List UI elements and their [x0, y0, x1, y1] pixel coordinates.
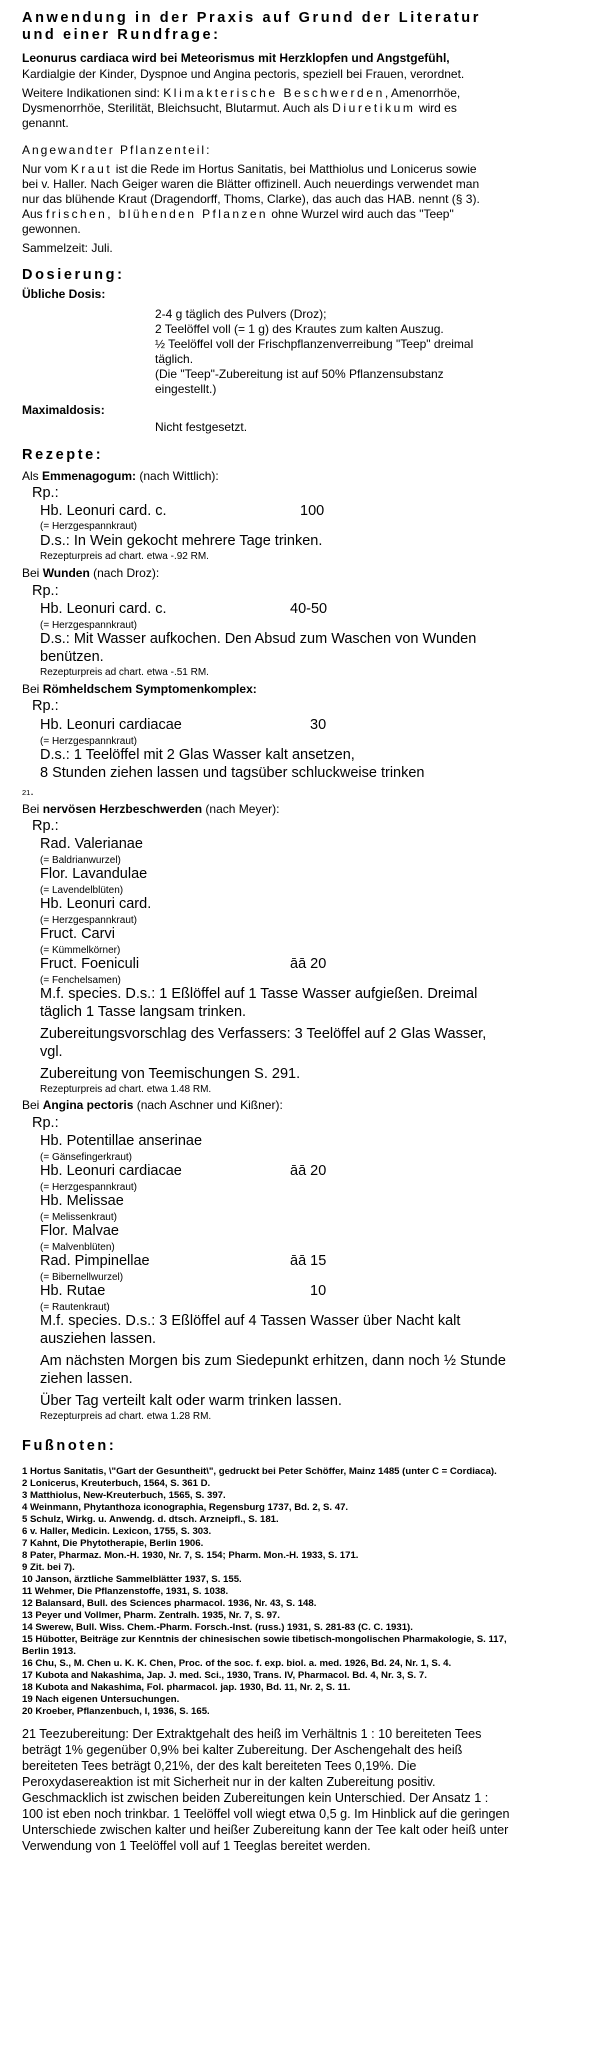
- footnote-item: 14 Swerew, Bull. Wiss. Chem.-Pharm. Forsch.-Inst. (russ.) 1931, S. 281-83 (C. C. 1931).: [22, 1622, 413, 1633]
- usual-dose-line: eingestellt.): [155, 382, 217, 396]
- footnote-item: 10 Janson, ärztliche Sammelblätter 1937, S. 155.: [22, 1574, 242, 1585]
- intro-bold-line: Leonurus cardiaca wird bei Meteorismus mit Herzklopfen und Angstgefühl,: [22, 51, 450, 65]
- recipe-indication: Bei Wunden (nach Droz):: [22, 566, 160, 580]
- footnote-reference-21[interactable]: 21.: [22, 784, 34, 798]
- footnote-item: 12 Balansard, Bull. des Sciences pharmacol. 1936, Nr. 43, S. 148.: [22, 1598, 317, 1609]
- recipe-ingredient: Flor. Lavandulae: [40, 866, 148, 882]
- recipe-ingredient: Hb. Potentillae anserinae: [40, 1133, 203, 1149]
- usual-dose-line: 2 Teelöffel voll (= 1 g) des Krautes zum kalten Auszug.: [155, 322, 444, 336]
- recipe-indication: Bei nervösen Herzbeschwerden (nach Meyer):: [22, 802, 280, 816]
- usual-dose-line: (Die "Teep"-Zubereitung ist auf 50% Pflanzensubstanz: [155, 367, 444, 381]
- recipe-ingredient: Hb. Melissae: [40, 1193, 124, 1209]
- recipe-indication: Bei Angina pectoris (nach Aschner und Kißner):: [22, 1098, 283, 1112]
- recipe-indication: Bei Römheldschem Symptomenkomplex:: [22, 682, 257, 696]
- recipe-ingredient: Fruct. Foeniculi: [40, 956, 140, 972]
- usual-dose-label: Übliche Dosis:: [22, 287, 106, 301]
- recipe-amount: 10: [310, 1283, 327, 1299]
- recipe-amount: āā 20: [290, 1163, 327, 1179]
- footnote-item: 20 Kroeber, Pflanzenbuch, I, 1936, S. 165.: [22, 1706, 210, 1717]
- ingredient-note: (= Herzgespannkraut): [40, 736, 137, 747]
- recipe-directions: M.f. species. D.s.: 3 Eßlöffel auf 4 Tassen Wasser über Nacht kalt: [40, 1313, 461, 1329]
- ingredient-note: (= Lavendelblüten): [40, 885, 124, 896]
- footnote-21-line: 100 ist eben noch trinkbar. 1 Teelöffel voll wiegt etwa 0,5 g. Im Hinblick auf die geringen: [22, 1807, 510, 1821]
- recipe-price: Rezepturpreis ad chart. etwa 1.48 RM.: [40, 1084, 212, 1095]
- recipe-ingredient: Hb. Leonuri card. c.: [40, 503, 167, 519]
- plant-part-line-4: Aus frischen, blühenden Pflanzen ohne Wurzel wird auch das "Teep": [22, 207, 454, 221]
- footnote-item: 2 Lonicerus, Kreuterbuch, 1564, S. 361 D.: [22, 1478, 211, 1489]
- recipe-directions: D.s.: Mit Wasser aufkochen. Den Absud zum Waschen von Wunden: [40, 631, 477, 647]
- recipe-directions: täglich 1 Tasse langsam trinken.: [40, 1004, 247, 1020]
- recipe-directions: Über Tag verteilt kalt oder warm trinken lassen.: [40, 1393, 342, 1409]
- recipe-directions: benützen.: [40, 649, 104, 665]
- ingredient-note: (= Herzgespannkraut): [40, 915, 137, 926]
- recipe-amount: āā 20: [290, 956, 327, 972]
- recipe-indication: Als Emmenagogum: (nach Wittlich):: [22, 469, 219, 483]
- recipe-directions: ausziehen lassen.: [40, 1331, 157, 1347]
- recipe-ingredient: Hb. Leonuri card.: [40, 896, 152, 912]
- footnote-21-line: bereiteten Tees beträgt 0,21%, der des kalt bereiteten Tees 0,19%. Die: [22, 1759, 417, 1773]
- max-dose-value: Nicht festgesetzt.: [155, 420, 248, 434]
- rp-label: Rp.:: [32, 485, 59, 501]
- plant-part-line-1: Nur vom Kraut ist die Rede im Hortus Sanitatis, bei Matthiolus und Lonicerus sowie: [22, 162, 477, 176]
- ingredient-note: (= Rautenkraut): [40, 1302, 110, 1313]
- footnote-item: 16 Chu, S., M. Chen u. K. K. Chen, Proc. of the soc. f. exp. biol. a. med. 1926, Bd. 24, Nr. 1, S. 4.: [22, 1658, 452, 1669]
- ingredient-note: (= Herzgespannkraut): [40, 1182, 137, 1193]
- footnote-item: 19 Nach eigenen Untersuchungen.: [22, 1694, 180, 1705]
- recipe-price: Rezepturpreis ad chart. etwa -.51 RM.: [40, 667, 209, 678]
- rp-label: Rp.:: [32, 818, 59, 834]
- recipe-ingredient: Hb. Leonuri cardiacae: [40, 1163, 182, 1179]
- footnote-item: 18 Kubota and Nakashima, Fol. pharmacol. jap. 1930, Bd. 11, Nr. 2, S. 11.: [22, 1682, 351, 1693]
- recipe-directions: D.s.: 1 Teelöffel mit 2 Glas Wasser kalt ansetzen,: [40, 747, 355, 763]
- footnote-item: 4 Weinmann, Phytanthoza iconographia, Regensburg 1737, Bd. 2, S. 47.: [22, 1502, 349, 1513]
- recipes-heading: Rezepte:: [22, 447, 104, 463]
- footnote-item: 15 Hübotter, Beiträge zur Kenntnis der chinesischen sowie tibetisch-mongolischen Pharmakologie, S. 117,: [22, 1634, 507, 1645]
- recipe-directions: 8 Stunden ziehen lassen und tagsüber schluckweise trinken: [40, 765, 425, 781]
- recipe-directions: D.s.: In Wein gekocht mehrere Tage trinken.: [40, 533, 323, 549]
- recipe-ingredient: Fruct. Carvi: [40, 926, 115, 942]
- recipe-price: Rezepturpreis ad chart. etwa 1.28 RM.: [40, 1411, 212, 1422]
- recipe-suggestion: Zubereitungsvorschlag des Verfassers: 3 Teelöffel auf 2 Glas Wasser,: [40, 1026, 487, 1042]
- ingredient-note: (= Fenchelsamen): [40, 975, 121, 986]
- plant-part-line-5: gewonnen.: [22, 222, 81, 236]
- indications-line-2: Dysmenorrhöe, Sterilität, Bleichsucht, Blutarmut. Auch als Diuretikum wird es: [22, 101, 457, 115]
- recipe-amount: 30: [310, 717, 327, 733]
- recipe-ingredient: Flor. Malvae: [40, 1223, 119, 1239]
- page-title-line-2: und einer Rundfrage:: [22, 27, 221, 43]
- ingredient-note: (= Malvenblüten): [40, 1242, 115, 1253]
- recipe-ingredient: Rad. Valerianae: [40, 836, 143, 852]
- ingredient-note: (= Herzgespannkraut): [40, 521, 137, 532]
- recipe-amount: 100: [300, 503, 325, 519]
- footnote-item: 7 Kahnt, Die Phytotherapie, Berlin 1906.: [22, 1538, 204, 1549]
- footnote-21-line: Peroxydasereaktion ist mit Sicherheit nur in der kalten Zubereitung positiv.: [22, 1775, 436, 1789]
- footnote-item: Berlin 1913.: [22, 1646, 76, 1657]
- recipe-ingredient: Hb. Rutae: [40, 1283, 106, 1299]
- plant-part-line-3: nur das blühende Kraut (Dragendorff, Thoms, Clarke), das auch das HAB. nennt (§ 3).: [22, 192, 480, 206]
- recipe-amount: āā 15: [290, 1253, 327, 1269]
- recipe-price: Rezepturpreis ad chart. etwa -.92 RM.: [40, 551, 209, 562]
- plant-part-line-2: bei v. Haller. Nach Geiger waren die Blätter offizinell. Auch neuerdings verwendet man: [22, 177, 480, 191]
- usual-dose-line: täglich.: [155, 352, 194, 366]
- footnote-item: 17 Kubota and Nakashima, Jap. J. med. Sci., 1930, Trans. IV, Pharmacol. Bd. 4, Nr. 3, S. 7.: [22, 1670, 427, 1681]
- ingredient-note: (= Kümmelkörner): [40, 945, 121, 956]
- recipe-ingredient: Hb. Leonuri card. c.: [40, 601, 167, 617]
- footnote-item: 8 Pater, Pharmaz. Mon.-H. 1930, Nr. 7, S. 154; Pharm. Mon.-H. 1933, S. 171.: [22, 1550, 359, 1561]
- recipe-directions: ziehen lassen.: [40, 1371, 133, 1387]
- rp-label: Rp.:: [32, 1115, 59, 1131]
- ingredient-note: (= Herzgespannkraut): [40, 620, 137, 631]
- footnote-item: 5 Schulz, Wirkg. u. Anwendg. d. dtsch. Arzneipfl., S. 181.: [22, 1514, 279, 1525]
- recipe-directions: Am nächsten Morgen bis zum Siedepunkt erhitzen, dann noch ½ Stunde: [40, 1353, 506, 1369]
- recipe-amount: 40-50: [290, 601, 328, 617]
- usual-dose-line: 2-4 g täglich des Pulvers (Droz);: [155, 307, 327, 321]
- footnote-21-line: Geschmacklich ist zwischen beiden Zubereitungen kein Unterschied. Der Ansatz 1 :: [22, 1791, 489, 1805]
- plant-part-heading: Angewandter Pflanzenteil:: [22, 143, 212, 157]
- footnote-21-line: beträgt 1% gegenüber 0,9% bei kalter Zubereitung. Der Aschengehalt des heiß: [22, 1743, 463, 1757]
- recipe-suggestion: vgl.: [40, 1044, 63, 1060]
- footnotes-heading: Fußnoten:: [22, 1438, 117, 1454]
- intro-line-2: Kardialgie der Kinder, Dyspnoe und Angina pectoris, speziell bei Frauen, verordnet.: [22, 67, 465, 81]
- footnote-item: 13 Peyer und Vollmer, Pharm. Zentralh. 1935, Nr. 7, S. 97.: [22, 1610, 280, 1621]
- recipe-suggestion: Zubereitung von Teemischungen S. 291.: [40, 1066, 301, 1082]
- ingredient-note: (= Bibernellwurzel): [40, 1272, 124, 1283]
- recipe-directions: M.f. species. D.s.: 1 Eßlöffel auf 1 Tasse Wasser aufgießen. Dreimal: [40, 986, 478, 1002]
- footnote-item: 1 Hortus Sanitatis, \"Gart der Gesuntheit\", gedruckt bei Peter Schöffer, Mainz 1485 (unter C = Cordiaca).: [22, 1466, 497, 1477]
- footnote-21-line: 21 Teezubereitung: Der Extraktgehalt des heiß im Verhältnis 1 : 10 bereiteten Tees: [22, 1727, 482, 1741]
- footnote-item: 9 Zit. bei 7).: [22, 1562, 75, 1573]
- footnote-21-line: Unterschiede zwischen kalter und heißer Zubereitung kann der Tee kalt oder heiß unter: [22, 1823, 509, 1837]
- dosage-heading: Dosierung:: [22, 267, 125, 283]
- ingredient-note: (= Baldrianwurzel): [40, 855, 121, 866]
- recipe-ingredient: Hb. Leonuri cardiacae: [40, 717, 182, 733]
- rp-label: Rp.:: [32, 698, 59, 714]
- page-title-line-1: Anwendung in der Praxis auf Grund der Literatur: [22, 10, 481, 26]
- max-dose-label: Maximaldosis:: [22, 403, 105, 417]
- recipe-ingredient: Rad. Pimpinellae: [40, 1253, 150, 1269]
- ingredient-note: (= Melissenkraut): [40, 1212, 117, 1223]
- ingredient-note: (= Gänsefingerkraut): [40, 1152, 132, 1163]
- footnote-21-line: Verwendung von 1 Teelöffel voll auf 1 Teeglas bereitet werden.: [22, 1839, 371, 1853]
- indications-line-3: genannt.: [22, 116, 69, 130]
- footnote-item: 3 Matthiolus, New-Kreuterbuch, 1565, S. 397.: [22, 1490, 226, 1501]
- collection-time: Sammelzeit: Juli.: [22, 241, 113, 255]
- footnote-item: 6 v. Haller, Medicin. Lexicon, 1755, S. 303.: [22, 1526, 212, 1537]
- usual-dose-line: ½ Teelöffel voll der Frischpflanzenverreibung "Teep" dreimal: [155, 337, 474, 351]
- rp-label: Rp.:: [32, 583, 59, 599]
- indications-line-1: Weitere Indikationen sind: Klimakterische Beschwerden, Amenorrhöe,: [22, 86, 461, 100]
- footnote-item: 11 Wehmer, Die Pflanzenstoffe, 1931, S. 1038.: [22, 1586, 229, 1597]
